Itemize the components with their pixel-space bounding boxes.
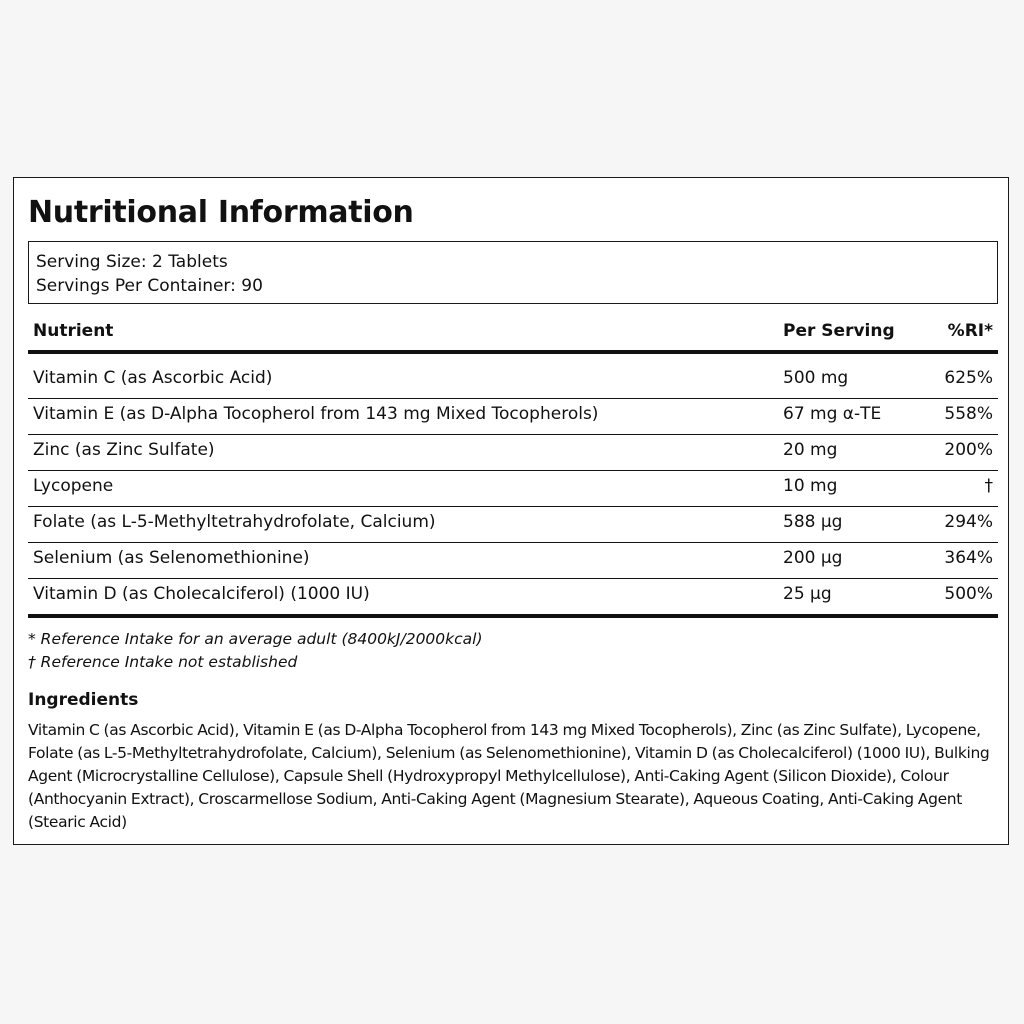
header-per-serving: Per Serving (783, 321, 895, 341)
footnotes (28, 628, 483, 674)
nutrient-name: Zinc (as Zinc Sulfate) (33, 440, 215, 460)
footnote-reference-intake: * Reference Intake for an average adult (8400kJ/2000kcal) (28, 630, 483, 648)
serving-size: Serving Size: 2 Tablets (36, 252, 228, 272)
nutrient-amount: 10 mg (783, 476, 838, 496)
nutrient-ri: 500% (944, 584, 993, 604)
nutrient-name: Vitamin C (as Ascorbic Acid) (33, 368, 273, 388)
ingredients-heading: Ingredients (28, 690, 139, 710)
serving-info-box (28, 241, 998, 304)
nutrient-ri: 200% (944, 440, 993, 460)
nutrient-table (28, 316, 998, 618)
ingredients-text: Vitamin C (as Ascorbic Acid), Vitamin E (as D-Alpha Tocopherol from 143 mg Mixed Tocopherols), Zinc (as Zinc Sulfate), Lycopene, Folate (as L-5-Methyltetrahydrofolate, Calcium), Selenium (as Selenomethionine), Vitamin D (as Cholecalciferol) (1000 IU), Bulking Agent (Microcrystalline Cellulose), Capsule Shell (Hydroxypropyl Methylcellulose), Anti-Caking Agent (Silicon Dioxide), Colour (Anthocyanin Extract), Croscarmellose Sodium, Anti-Caking Agent (Magnesium Stearate), Aqueous Coating, Anti-Caking Agent (Stearic Acid) (28, 721, 990, 831)
nutrient-ri: † (984, 476, 993, 496)
table-row (28, 435, 998, 471)
nutrient-name: Selenium (as Selenomethionine) (33, 548, 310, 568)
header-ri: %RI* (947, 321, 993, 341)
servings-per-container: Servings Per Container: 90 (36, 276, 263, 296)
table-row (28, 543, 998, 579)
nutrient-amount: 20 mg (783, 440, 838, 460)
nutrient-ri: 294% (944, 512, 993, 532)
nutrient-name: Folate (as L-5-Methyltetrahydrofolate, Calcium) (33, 512, 436, 532)
table-header (28, 316, 998, 354)
nutrient-amount: 200 µg (783, 548, 843, 568)
nutrient-name: Lycopene (33, 476, 114, 496)
header-nutrient: Nutrient (33, 321, 114, 341)
nutrition-panel (13, 177, 1009, 845)
footnote-not-established: † Reference Intake not established (28, 653, 298, 671)
nutrient-amount: 500 mg (783, 368, 849, 388)
table-row (28, 579, 998, 618)
table-header-spacer (28, 354, 998, 363)
table-row (28, 363, 998, 399)
page-title: Nutritional Information (28, 195, 414, 230)
nutrient-ri: 625% (944, 368, 993, 388)
nutrient-name: Vitamin D (as Cholecalciferol) (1000 IU) (33, 584, 370, 604)
table-row (28, 471, 998, 507)
table-row (28, 507, 998, 543)
nutrient-amount: 67 mg α-TE (783, 404, 882, 424)
nutrient-ri: 364% (944, 548, 993, 568)
nutrient-amount: 588 µg (783, 512, 843, 532)
nutrient-ri: 558% (944, 404, 993, 424)
table-row (28, 399, 998, 435)
nutrient-amount: 25 µg (783, 584, 832, 604)
nutrient-name: Vitamin E (as D-Alpha Tocopherol from 143 mg Mixed Tocopherols) (33, 404, 599, 424)
